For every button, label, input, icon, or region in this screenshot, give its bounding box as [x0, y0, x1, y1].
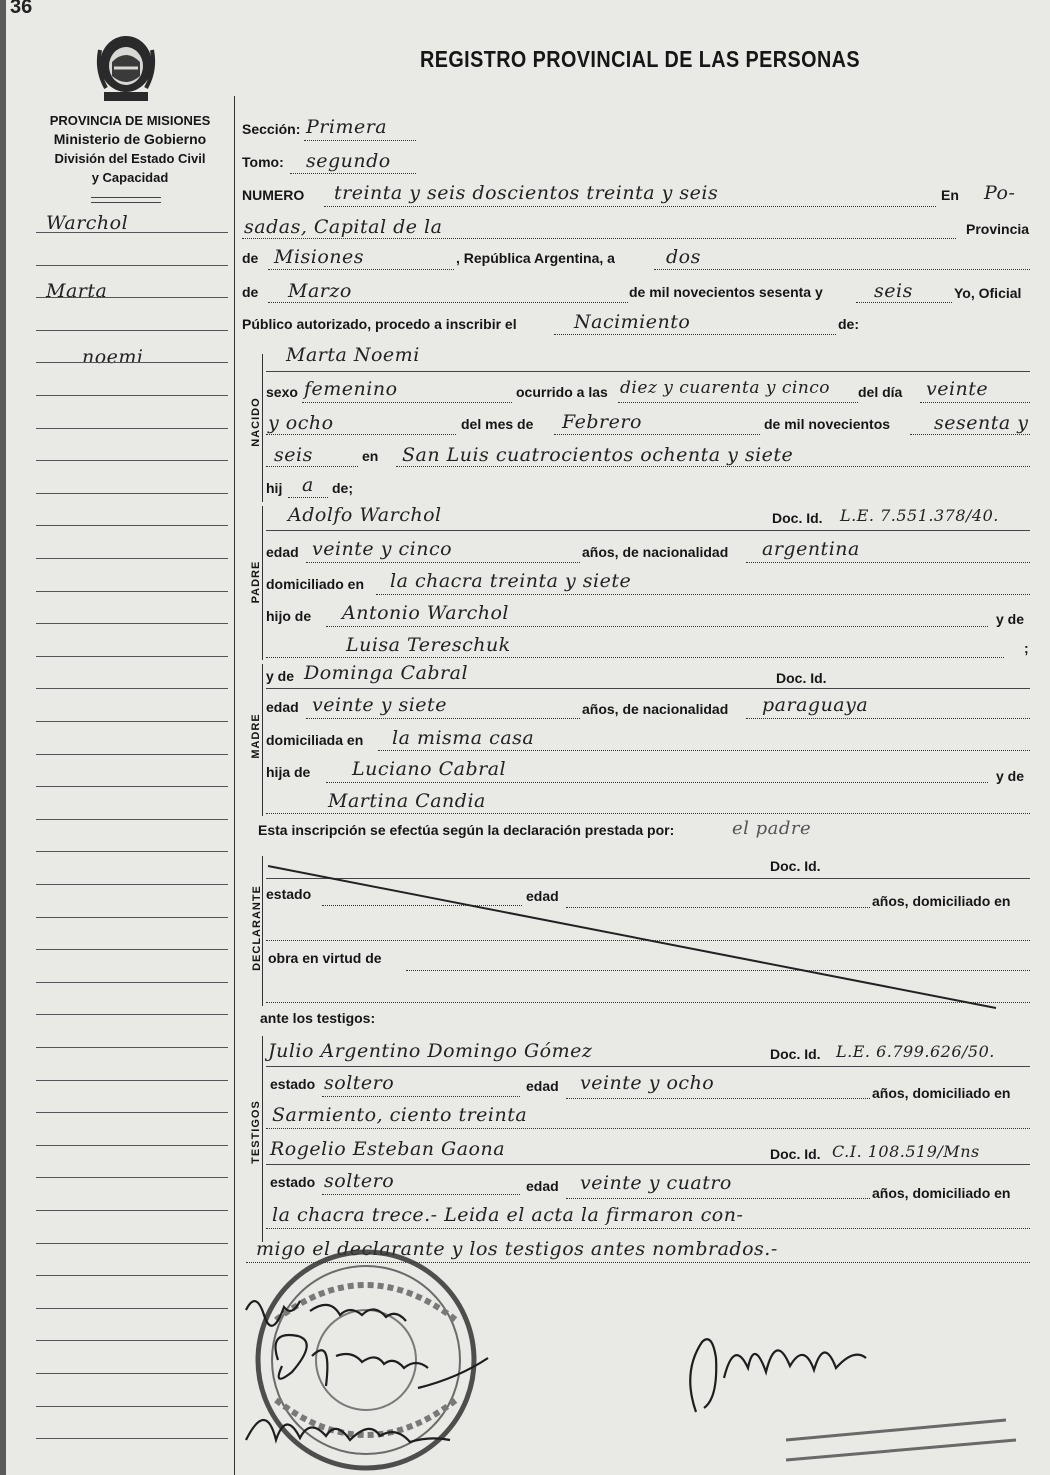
padre-nacionalidad-value: argentina	[762, 538, 860, 560]
testigo2-doc-label: Doc. Id.	[770, 1146, 821, 1162]
document-marks	[6, 0, 1050, 1475]
declarante-edad-label: edad	[526, 888, 559, 904]
del-dia-label: del día	[858, 384, 903, 400]
en-value: Po-	[984, 182, 1016, 204]
padre-semicolon: ;	[1024, 640, 1029, 656]
birth-record-page	[6, 0, 1050, 1475]
margin-first-name: Marta	[46, 280, 108, 302]
testigo2-doc-value: C.I. 108.519/Mns	[832, 1142, 980, 1161]
seccion-label: Sección:	[242, 121, 301, 137]
dia-value: veinte	[926, 378, 989, 400]
place-value: sadas, Capital de la	[244, 216, 443, 238]
padre-name: Adolfo Warchol	[288, 504, 442, 526]
madre-father-value: Luciano Cabral	[352, 758, 507, 780]
lugar-value: San Luis cuatrocientos ochenta y siete	[402, 444, 794, 466]
closing-text: migo el declarante y los testigos antes nombrados.-	[256, 1238, 778, 1260]
declarante-side-label: DECLARANTE	[251, 885, 263, 971]
testigo2-estado-value: soltero	[324, 1170, 395, 1192]
en-label: En	[941, 187, 959, 203]
tomo-label: Tomo:	[242, 154, 284, 170]
padre-hijo-label: hijo de	[266, 608, 312, 624]
capacity-name: y Capacidad	[91, 170, 169, 185]
numero-value: treinta y seis doscientos treinta y seis	[334, 182, 719, 204]
testigo1-edad-value: veinte y ocho	[580, 1072, 715, 1094]
act-value: Nacimiento	[574, 311, 691, 333]
signatures	[246, 1301, 866, 1442]
testigo1-domicilio-value: Sarmiento, ciento treinta	[272, 1104, 528, 1126]
testigo1-estado-value: soltero	[324, 1072, 395, 1094]
republica-label: , República Argentina, a	[456, 250, 615, 266]
nacido-name: Marta Noemi	[286, 344, 420, 366]
testigo1-edad-label: edad	[526, 1078, 559, 1094]
document-title: REGISTRO PROVINCIAL DE LAS PERSONAS	[419, 46, 860, 72]
mes-value: Febrero	[562, 411, 642, 433]
padre-domicilio-value: la chacra treinta y siete	[390, 570, 632, 592]
testigo1-doc-value: L.E. 6.799.626/50.	[836, 1042, 995, 1061]
publico-label: Público autorizado, procedo a inscribir el	[242, 316, 517, 332]
sexo-label: sexo	[266, 384, 298, 400]
padre-doc-value: L.E. 7.551.378/40.	[840, 506, 999, 525]
madre-doc-label: Doc. Id.	[776, 670, 827, 686]
oficial-label: Yo, Oficial	[954, 285, 1022, 301]
madre-y-de-label: y de	[266, 668, 295, 684]
testigo1-anios-label: años, domiciliado en	[872, 1085, 1011, 1101]
testigo2-edad-value: veinte y cuatro	[580, 1172, 732, 1194]
hora-value: diez y cuarenta y cinco	[620, 378, 831, 398]
declarante-estado-label: estado	[266, 886, 312, 902]
corner-number: 36	[10, 0, 33, 18]
madre-side-label: MADRE	[250, 713, 262, 759]
void-strike-line	[268, 866, 996, 1008]
tomo-value: segundo	[306, 150, 391, 172]
declarante-obra-label: obra en virtud de	[268, 950, 382, 966]
ministry-name: Ministerio de Gobierno	[53, 131, 207, 147]
madre-domicilio-value: la misma casa	[392, 727, 535, 749]
stamp-bottom-right	[786, 1420, 1016, 1460]
testigo2-domicilio-value: la chacra trece.- Leida el acta la firmaron con-	[272, 1204, 744, 1226]
testigos-side-label: TESTIGOS	[250, 1100, 262, 1164]
madre-anios-label: años, de nacionalidad	[582, 701, 729, 717]
madre-nacionalidad-value: paraguaya	[762, 694, 869, 716]
en-label: en	[362, 448, 379, 464]
padre-doc-label: Doc. Id.	[772, 510, 823, 526]
sexo-value: femenino	[304, 378, 398, 400]
declaracion-text: Esta inscripción se efectúa según la declaración prestada por:	[258, 822, 675, 838]
provincia-label: Provincia	[966, 221, 1030, 237]
madre-hija-label: hija de	[266, 764, 311, 780]
ocurrido-label: ocurrido a las	[516, 384, 608, 400]
month-value: Marzo	[288, 280, 352, 302]
hij-value: a	[302, 474, 314, 496]
testigo2-edad-label: edad	[526, 1178, 559, 1194]
padre-father-value: Antonio Warchol	[342, 602, 510, 624]
madre-domicilio-label: domiciliada en	[266, 732, 364, 748]
testigo2-name: Rogelio Esteban Gaona	[270, 1138, 506, 1160]
hij-label: hij	[266, 480, 283, 496]
padre-side-label: PADRE	[250, 560, 262, 604]
testigo1-estado-label: estado	[270, 1076, 316, 1092]
day-value: dos	[666, 246, 701, 268]
de3-label: de:	[838, 316, 859, 332]
province-value: Misiones	[274, 246, 365, 268]
seccion-value: Primera	[306, 116, 388, 138]
testigo1-name: Julio Argentino Domingo Gómez	[268, 1040, 593, 1062]
declarante-doc-label: Doc. Id.	[770, 858, 821, 874]
year-value: seis	[874, 280, 913, 302]
testigos-ante-label: ante los testigos:	[260, 1010, 376, 1026]
de2-label: de	[242, 284, 259, 300]
madre-edad-value: veinte y siete	[312, 694, 447, 716]
year-label: de mil novecientos sesenta y	[629, 284, 823, 300]
madre-name: Dominga Cabral	[304, 662, 469, 684]
de-label: de	[242, 250, 259, 266]
margin-surname: Warchol	[46, 212, 129, 234]
division-name: División del Estado Civil	[54, 151, 206, 166]
padre-edad-label: edad	[266, 544, 299, 560]
dia-value-continued: y ocho	[268, 412, 334, 434]
testigo2-estado-label: estado	[270, 1174, 316, 1190]
madre-edad-label: edad	[266, 699, 299, 715]
mil-label: de mil novecientos	[764, 416, 891, 432]
nacido-side-label: NACIDO	[250, 397, 262, 447]
testigo1-doc-label: Doc. Id.	[770, 1046, 821, 1062]
madre-mother-value: Martina Candia	[328, 790, 486, 812]
hij-de-label: de;	[332, 480, 353, 496]
anio-value: sesenta y	[934, 412, 1029, 434]
province-name: PROVINCIA DE MISIONES	[49, 113, 211, 128]
padre-domicilio-label: domiciliado en	[266, 576, 365, 592]
margin-middle-name: noemi	[82, 346, 144, 368]
declarante-anios-label: años, domiciliado en	[872, 893, 1011, 909]
numero-label: NUMERO	[242, 187, 305, 203]
padre-y-de-label: y de	[996, 611, 1025, 627]
testigo2-anios-label: años, domiciliado en	[872, 1185, 1011, 1201]
padre-edad-value: veinte y cinco	[312, 538, 453, 560]
mes-label: del mes de	[461, 416, 534, 432]
anio-value-continued: seis	[274, 444, 313, 466]
padre-anios-label: años, de nacionalidad	[582, 544, 729, 560]
padre-mother-value: Luisa Tereschuk	[346, 634, 511, 656]
declaracion-value: el padre	[732, 818, 812, 839]
madre-y-de2-label: y de	[996, 768, 1025, 784]
